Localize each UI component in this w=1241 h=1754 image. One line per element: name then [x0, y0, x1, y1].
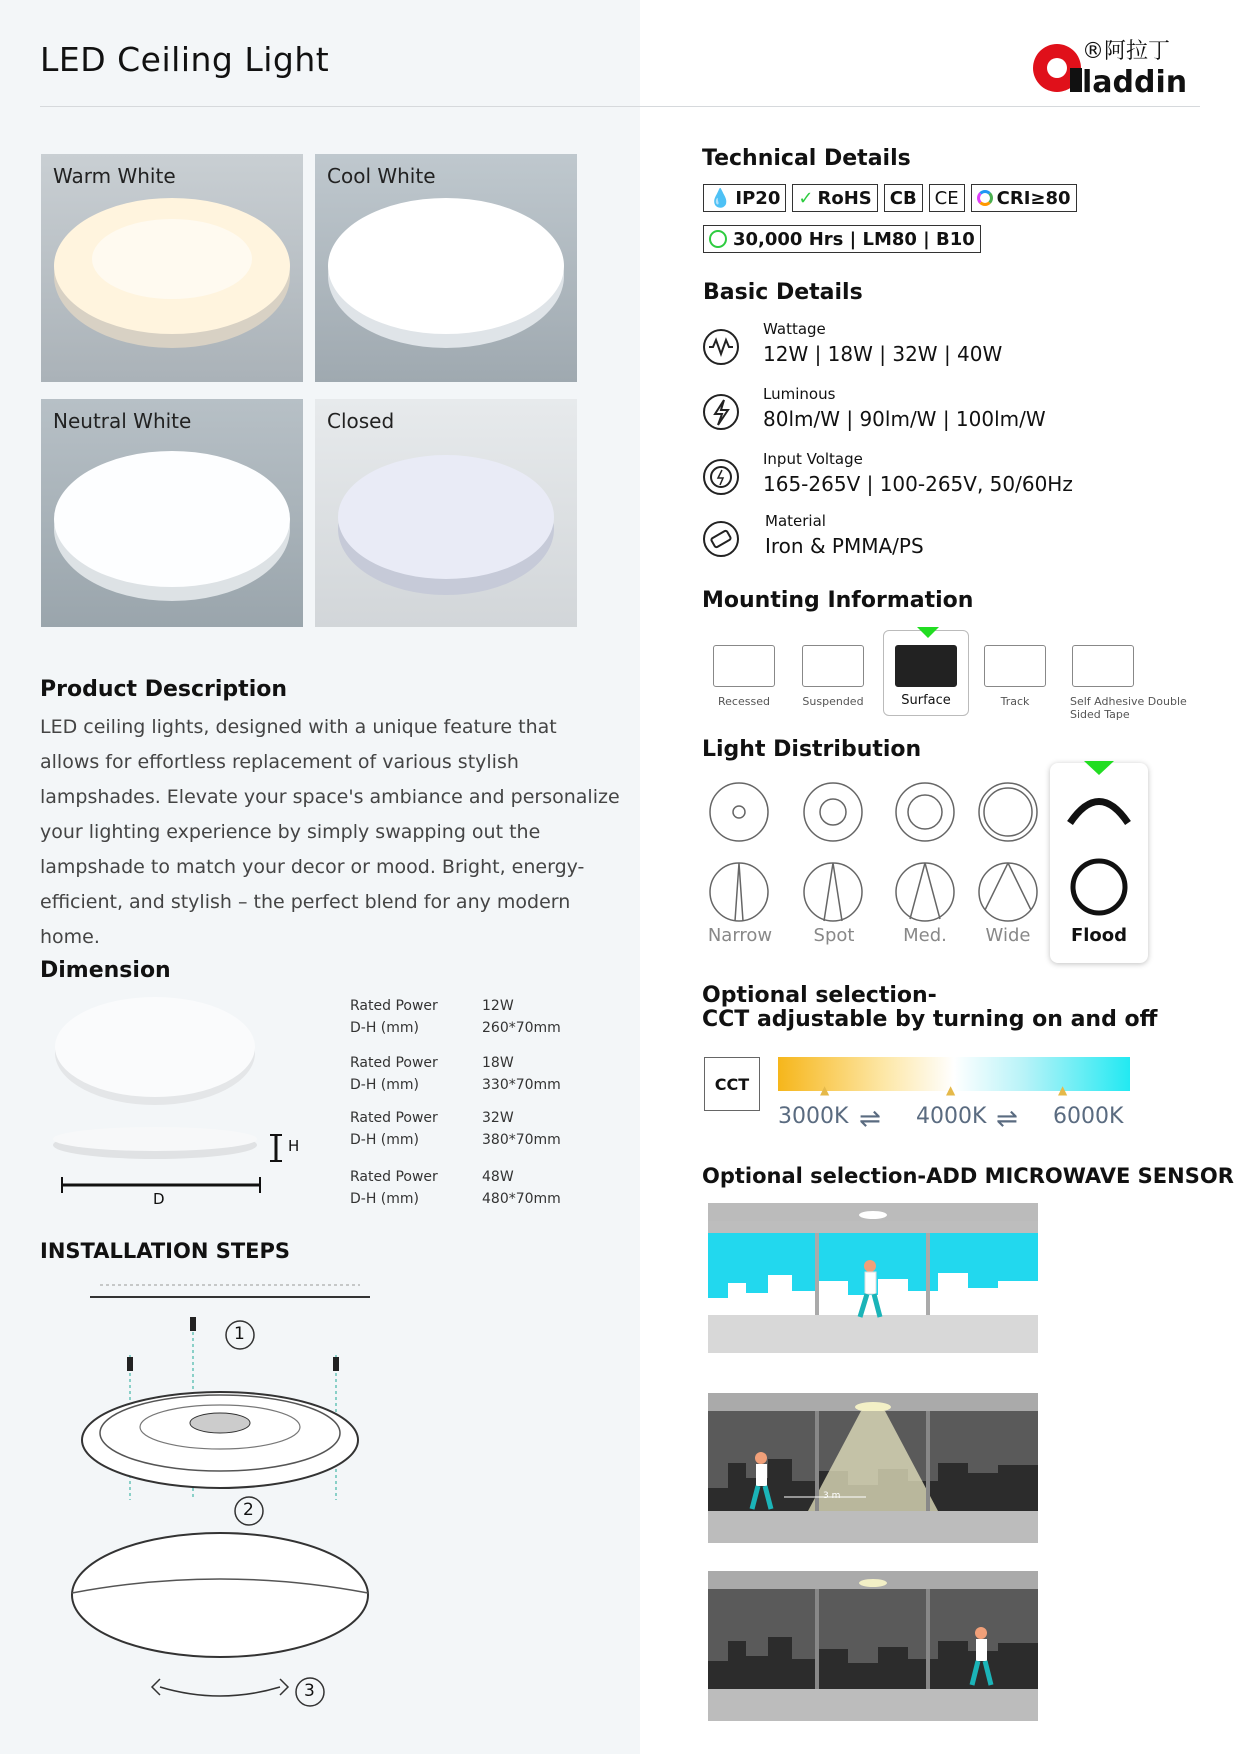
distance-label: 3 m — [823, 1491, 841, 1501]
rated-power-key: Rated Power — [350, 1169, 438, 1185]
basic-value: 12W | 18W | 32W | 40W — [763, 342, 1003, 366]
basic-label: Luminous — [763, 385, 836, 403]
voltage-icon — [702, 458, 740, 496]
beam-label-flood: Flood — [1070, 925, 1128, 946]
selected-marker-icon — [917, 627, 939, 638]
clock-icon — [709, 230, 727, 248]
size-key: D-H (mm) — [350, 1191, 420, 1207]
marker-triangle-icon: ▲ — [820, 1083, 830, 1097]
installation-heading: INSTALLATION STEPS — [40, 1239, 291, 1263]
installation-diagram — [60, 1275, 390, 1725]
dimension-row — [350, 1052, 610, 1107]
size-key: D-H (mm) — [350, 1020, 420, 1036]
header-divider — [40, 106, 1200, 107]
technical-heading: Technical Details — [702, 146, 911, 171]
basic-value: 165-265V | 100-265V, 50/60Hz — [763, 472, 1073, 496]
lifetime-badge — [703, 225, 981, 253]
badge-label: CB — [889, 187, 917, 209]
svg-text:laddin: laddin — [1082, 65, 1188, 100]
flood-beam-icon — [1064, 785, 1134, 920]
suspended-icon — [802, 645, 864, 687]
beam-angle-icons — [700, 770, 1040, 940]
beam-option-flood-selected — [1050, 763, 1148, 963]
mounting-options — [700, 628, 1200, 723]
photo-cool-white — [315, 154, 577, 382]
photo-label: Closed — [327, 409, 395, 433]
cct-heading-line2: CCT adjustable by turning on and off — [702, 1007, 1158, 1032]
lifetime-label: 30,000 Hrs | LM80 | B10 — [733, 228, 975, 250]
marker-triangle-icon: ▲ — [1058, 1083, 1068, 1097]
mount-option-recessed — [700, 645, 788, 708]
diameter-label: D — [153, 1190, 165, 1208]
height-label: H — [288, 1137, 300, 1155]
mount-option-surface-selected — [883, 630, 969, 716]
water-drop-icon: 💧 — [709, 187, 732, 209]
distribution-options — [700, 770, 1160, 970]
cct-temp-4000: 4000K — [916, 1104, 987, 1129]
sensor-heading: Optional selection-ADD MICROWAVE SENSOR — [702, 1164, 1234, 1188]
rohs-badge — [792, 184, 877, 212]
basic-label: Input Voltage — [763, 450, 863, 468]
mount-label: Track — [1000, 695, 1030, 708]
adhesive-tape-icon — [1072, 645, 1134, 687]
sensor-scene-detect — [708, 1393, 1038, 1543]
rated-power-value: 12W — [482, 998, 514, 1014]
size-value: 330*70mm — [482, 1077, 561, 1093]
beam-label-spot: Spot — [813, 925, 855, 946]
mount-label: Recessed — [718, 695, 770, 708]
description-heading: Product Description — [40, 677, 288, 702]
mount-option-track — [971, 645, 1059, 708]
step-number: 3 — [304, 1681, 315, 1701]
cct-gradient-bar — [778, 1057, 1130, 1097]
brand-logo — [1030, 30, 1200, 100]
svg-text:®阿拉丁: ®阿拉丁 — [1082, 39, 1171, 64]
mount-label: Self Adhesive Double Sided Tape — [1070, 695, 1187, 721]
beam-label-narrow: Narrow — [707, 925, 773, 946]
ip-badge — [703, 184, 786, 212]
step-number: 1 — [234, 1324, 245, 1344]
dimension-row — [350, 1166, 610, 1210]
photo-label: Neutral White — [53, 409, 192, 433]
dimension-row — [350, 995, 610, 1052]
size-value: 380*70mm — [482, 1132, 561, 1148]
cct-heading-line1: Optional selection- — [702, 983, 937, 1008]
photo-label: Cool White — [327, 164, 436, 188]
basic-value: Iron & PMMA/PS — [765, 534, 924, 558]
basic-heading: Basic Details — [703, 280, 863, 305]
recessed-icon — [713, 645, 775, 687]
description-text: LED ceiling lights, designed with a unique feature that allows for effortless replacement of various stylish lampshades. Elevate your space's ambiance and personalize your lighting experience by simply swapping out the lampshade to match your decor or mood. Bright, energy-efficient, and stylish – the perfect blend for any modern home. — [40, 716, 620, 948]
dimension-row — [350, 1107, 610, 1166]
cct-badge: CCT — [704, 1057, 760, 1111]
track-icon — [984, 645, 1046, 687]
check-leaf-icon: ✓ — [798, 187, 814, 209]
size-key: D-H (mm) — [350, 1077, 420, 1093]
swap-arrows-icon: ⇌ — [859, 1104, 881, 1134]
distribution-heading: Light Distribution — [702, 737, 922, 762]
cct-temp-3000: 3000K — [778, 1104, 849, 1129]
cb-badge — [884, 184, 923, 212]
mount-option-suspended — [789, 645, 877, 708]
wattage-icon — [702, 328, 740, 366]
photo-warm-white — [41, 154, 303, 382]
sensor-scene-away — [708, 1571, 1038, 1721]
rated-power-key: Rated Power — [350, 1055, 438, 1071]
surface-icon — [895, 645, 957, 687]
cct-heading — [702, 984, 1157, 1032]
mount-label: Surface — [901, 693, 951, 708]
rated-power-key: Rated Power — [350, 998, 438, 1014]
dimension-table — [350, 995, 610, 1210]
lightning-icon — [702, 393, 740, 431]
badge-label: IP20 — [735, 187, 781, 209]
basic-label: Wattage — [763, 320, 826, 338]
rated-power-value: 18W — [482, 1055, 514, 1071]
step-number: 2 — [243, 1500, 254, 1520]
basic-label: Material — [765, 512, 826, 530]
mount-option-adhesive — [1070, 645, 1190, 721]
basic-value: 80lm/W | 90lm/W | 100lm/W — [763, 407, 1046, 431]
selected-marker-icon — [1084, 761, 1114, 775]
cct-temp-6000: 6000K — [1053, 1104, 1124, 1129]
rated-power-value: 48W — [482, 1169, 514, 1185]
rated-power-value: 32W — [482, 1110, 514, 1126]
mounting-heading: Mounting Information — [702, 588, 974, 613]
material-icon — [702, 520, 740, 558]
cri-badge — [971, 184, 1077, 212]
photo-label: Warm White — [53, 164, 176, 188]
page-title: LED Ceiling Light — [40, 40, 330, 79]
beam-label-med: Med. — [903, 925, 947, 946]
photo-closed — [315, 399, 577, 627]
swap-arrows-icon: ⇌ — [996, 1104, 1018, 1134]
badge-label: CRI≥80 — [996, 187, 1071, 209]
size-key: D-H (mm) — [350, 1132, 420, 1148]
cct-temperatures — [778, 1104, 1138, 1138]
size-value: 260*70mm — [482, 1020, 561, 1036]
size-value: 480*70mm — [482, 1191, 561, 1207]
color-wheel-icon — [977, 190, 993, 206]
mount-label: Suspended — [802, 695, 864, 708]
sensor-scene-day — [708, 1203, 1038, 1353]
rated-power-key: Rated Power — [350, 1110, 438, 1126]
beam-label-wide: Wide — [985, 925, 1031, 946]
badge-label: CE — [934, 187, 959, 209]
photo-neutral-white — [41, 399, 303, 627]
badge-label: RoHS — [817, 187, 872, 209]
marker-triangle-icon: ▲ — [946, 1083, 956, 1097]
dimension-heading: Dimension — [40, 958, 171, 983]
ce-badge — [929, 184, 965, 212]
dimension-drawing — [50, 995, 310, 1215]
certification-badges — [703, 184, 1077, 212]
